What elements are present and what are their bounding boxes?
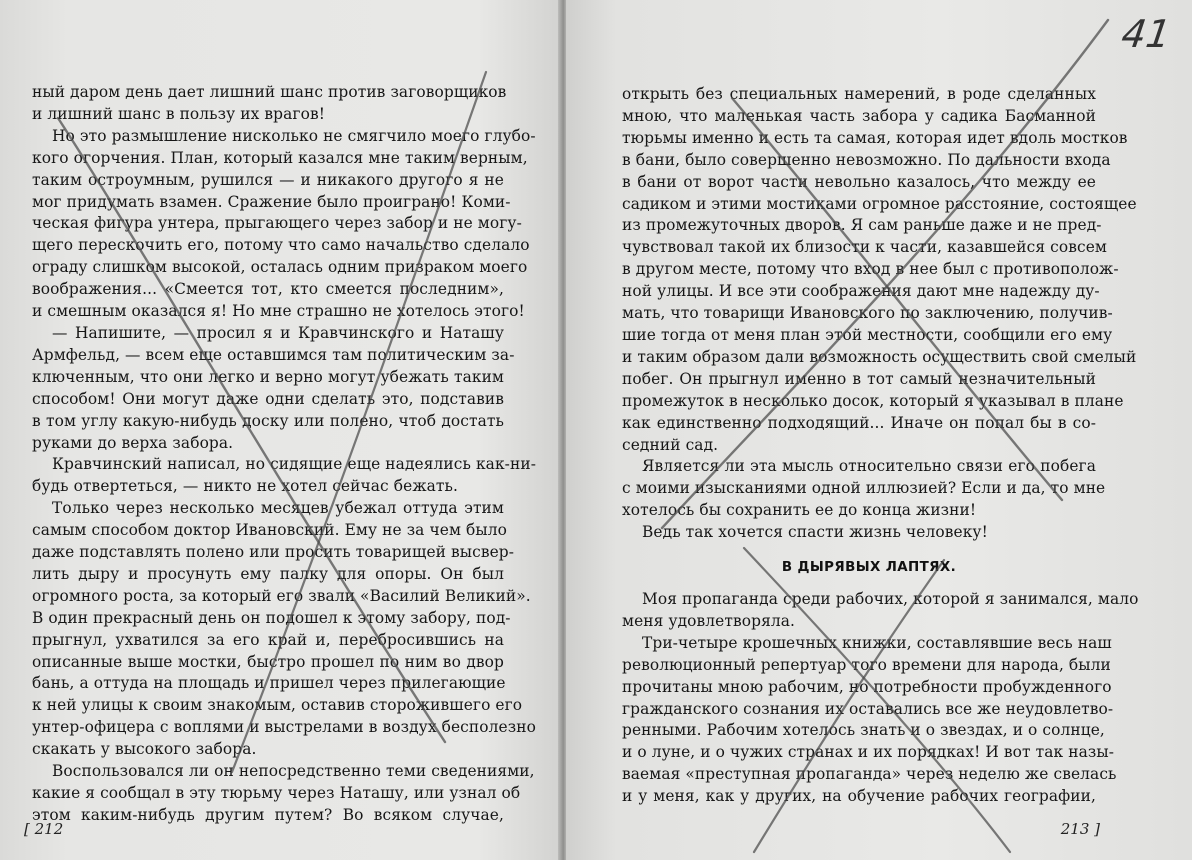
text-line: прыгнул, ухватился за его край и, перебросившись на xyxy=(32,630,504,649)
text-line: и смешным оказался я! Но мне страшно не хотелось этого! xyxy=(32,302,525,321)
left-page xyxy=(0,0,562,860)
text-line: к ней улицы к своим знакомым, оставив сторожившего его xyxy=(32,696,523,715)
text-line: Только через несколько месяцев убежал оттуда этим xyxy=(52,499,504,518)
text-line: — Напишите, — просил я и Кравчинского и Наташу xyxy=(52,323,504,342)
text-line: этом каким-нибудь другим путем? Во всяком случае, xyxy=(32,805,504,824)
text-line: в бани, было совершенно невозможно. По дальности входа xyxy=(622,150,1111,169)
text-line: открыть без специальных намерений, в роде сделанных xyxy=(622,85,1096,103)
text-line: бань, а оттуда на площадь и пришел через прилегающие xyxy=(32,674,506,693)
text-line: хотелось бы сохранить ее до конца жизни! xyxy=(622,501,977,520)
text-line: огромного роста, за который его звали «Василий Великий». xyxy=(32,586,531,605)
text-line: ключенным, что они легко и верно могут убежать таким xyxy=(32,367,504,386)
text-line: ный даром день дает лишний шанс против заговорщиков xyxy=(32,83,507,101)
text-line: ваемая «преступная пропаганда» через неделю же свелась xyxy=(622,765,1117,784)
text-line: руками до верха забора. xyxy=(32,433,234,452)
text-line: шие тогда от меня план этой местности, сообщили его ему xyxy=(622,325,1113,344)
text-line: в другом месте, потому что вход в нее был с противополож- xyxy=(622,260,1119,279)
text-line: Армфельд, — всем еще оставшимся там политическим за- xyxy=(32,345,515,364)
text-line: самым способом доктор Ивановский. Ему не за чем было xyxy=(32,521,507,540)
text-line: Три-четыре крошечных книжки, составлявшие весь наш xyxy=(642,633,1112,652)
text-line: ческая фигура унтера, прыгающего через забор и не могу- xyxy=(32,214,522,233)
right-page xyxy=(566,0,1192,860)
text-line: в том углу какую-нибудь доску или полено, чтоб достать xyxy=(32,411,504,430)
text-line: и лишний шанс в пользу их врагов! xyxy=(32,104,325,123)
text-line: мною, что маленькая часть забора у садика Басманной xyxy=(622,106,1096,125)
text-line: меня удовлетворяла. xyxy=(622,611,796,630)
text-line: седний сад. xyxy=(622,435,719,454)
text-line: Но это размышление нисколько не смягчило моего глубо- xyxy=(52,126,536,145)
text-line: и у меня, как у других, на обучение рабочих географии, xyxy=(622,787,1096,806)
text-line: побег. Он прыгнул именно в тот самый незначительный xyxy=(622,369,1096,388)
text-line: мать, что товарищи Ивановского по заключению, получив- xyxy=(622,304,1113,323)
left-text-column xyxy=(32,82,536,827)
text-line: промежуток в несколько досок, который я указывал в плане xyxy=(622,391,1124,410)
text-line: гражданского сознания их оставались все же неудовлетво- xyxy=(622,699,1114,718)
text-line: и таким образом дали возможность осуществить свой смелый xyxy=(622,347,1137,366)
text-line: тюрьмы именно и есть та самая, которая идет вдоль мостков xyxy=(622,128,1128,147)
text-line: даже подставлять полено или просить товарищей высвер- xyxy=(32,543,515,562)
text-line: В один прекрасный день он подошел к этому забору, под- xyxy=(32,608,511,627)
page-number-right: 213 ] xyxy=(1060,820,1100,838)
handwritten-archive-number: 41 xyxy=(1118,12,1174,56)
text-line: садиком и этими мостиками огромное расстояние, состоящее xyxy=(622,194,1137,213)
text-line: способом! Они могут даже одни сделать это, подставив xyxy=(32,389,504,408)
text-line: революционный репертуар того времени для народа, были xyxy=(622,655,1111,674)
text-line: ренными. Рабочим хотелось знать и о звездах, и о солнце, xyxy=(622,721,1105,740)
text-line: Кравчинский написал, но сидящие еще надеялись как-ни- xyxy=(52,455,536,474)
text-line: Ведь так хочется спасти жизнь человеку! xyxy=(642,523,988,542)
text-line: кого огорчения. План, который казался мне таким верным, xyxy=(32,148,528,167)
text-line: прочитаны мною рабочим, но потребности пробужденного xyxy=(622,677,1112,696)
text-line: и о луне, и о чужих странах и их порядках! И вот так назы- xyxy=(622,743,1115,762)
text-line: с моими изысканиями одной иллюзией? Если и да, то мне xyxy=(622,479,1106,498)
text-line: лить дыру и просунуть ему палку для опоры. Он был xyxy=(32,564,504,583)
text-line: как единственно подходящий... Иначе он попал бы в со- xyxy=(622,413,1096,432)
text-line: описанные выше мостки, быстро прошел по ним во двор xyxy=(32,652,504,671)
text-line: мог придумать взамен. Сражение было проиграно! Коми- xyxy=(32,192,511,211)
text-line: воображения... «Смеется тот, кто смеется последним», xyxy=(32,280,504,299)
section-heading: В ДЫРЯВЫХ ЛАПТЯХ. xyxy=(781,560,957,576)
text-line: щего перескочить его, потому что само начальство сделало xyxy=(32,236,530,255)
text-line: унтер-офицера с воплями и выстрелами в воздух бесполезно xyxy=(32,718,536,737)
text-line: будь отвертеться, — никто не хотел сейчас бежать. xyxy=(32,477,458,496)
text-line: таким остроумным, рушился — и никакого другого я не xyxy=(32,170,504,189)
text-line: из промежуточных дворов. Я сам раньше даже и не пред- xyxy=(622,216,1102,235)
text-line: чувствовал такой их близости к части, казавшейся совсем xyxy=(622,238,1107,257)
text-line: скакать у высокого забора. xyxy=(32,740,257,759)
right-text-column xyxy=(622,84,1139,808)
text-line: Воспользовался ли он непосредственно теми сведениями, xyxy=(52,762,535,781)
text-line: Является ли эта мысль относительно связи его побега xyxy=(642,457,1096,476)
text-line: в бани от ворот части невольно казалось, что между ее xyxy=(622,172,1096,191)
text-line: какие я сообщал в эту тюрьму через Наташу, или узнал об xyxy=(32,784,521,802)
page-number-left: [ 212 xyxy=(24,820,64,838)
text-line: ограду слишком высокой, осталась одним призраком моего xyxy=(32,258,528,277)
text-line: Моя пропаганда среди рабочих, которой я занимался, мало xyxy=(642,590,1139,609)
text-line: ной улицы. И все эти соображения дают мне надежду ду- xyxy=(622,282,1100,301)
